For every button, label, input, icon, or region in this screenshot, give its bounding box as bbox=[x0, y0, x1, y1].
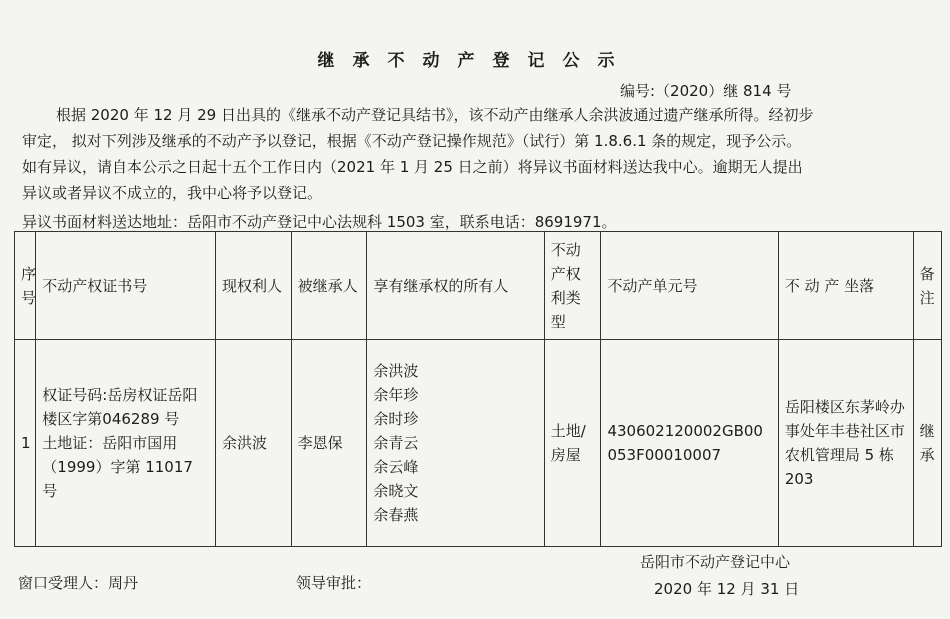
cell-current-holder: 余洪波 bbox=[216, 340, 292, 547]
table-row bbox=[15, 340, 942, 547]
heir-name: 余年珍 bbox=[373, 386, 419, 404]
cell-unit-no: 430602120002GB00053F00010007 bbox=[601, 340, 778, 547]
issuing-organization: 岳阳市不动产登记中心 bbox=[640, 553, 791, 571]
heir-name: 余洪波 bbox=[373, 362, 419, 380]
header-remark: 备注 bbox=[913, 232, 941, 340]
paragraph-line-1: 根据 2020 年 12 月 29 日出具的《继承不动产登记具结书》，该不动产由继承人余洪波通过遗产继承所得。经初步 bbox=[56, 106, 814, 124]
table-header-row bbox=[15, 232, 942, 340]
paragraph-line-2: 审定， 拟对下列涉及继承的不动产予以登记，根据《不动产登记操作规范》（试行）第 1.8.6.1 条的规定，现予公示。 bbox=[22, 132, 802, 150]
cell-right-type: 土地/房屋 bbox=[544, 340, 601, 547]
heir-name: 余时珍 bbox=[373, 410, 419, 428]
header-heirs: 享有继承权的所有人 bbox=[367, 232, 544, 340]
notice-paragraph bbox=[22, 102, 927, 206]
issue-date: 2020 年 12 月 31 日 bbox=[654, 580, 800, 598]
heir-name: 余春燕 bbox=[373, 506, 419, 524]
objection-address: 异议书面材料送达地址：岳阳市不动产登记中心法规科 1503 室，联系电话：8691971。 bbox=[22, 213, 617, 231]
leader-review: 领导审批： bbox=[296, 574, 372, 592]
cell-remark: 继承 bbox=[913, 340, 941, 547]
property-cert-number: 权证号码:岳房权证岳阳楼区字第046289 号 bbox=[42, 386, 198, 428]
heir-name: 余青云 bbox=[373, 434, 419, 452]
header-cert-no: 不动产权证书号 bbox=[36, 232, 216, 340]
document-number: 编号:（2020）继 814 号 bbox=[620, 82, 792, 100]
header-right-type: 不动产权利类型 bbox=[544, 232, 601, 340]
header-location: 不 动 产 坐落 bbox=[778, 232, 913, 340]
cell-seq: 1 bbox=[15, 340, 36, 547]
cell-decedent: 李恩保 bbox=[291, 340, 367, 547]
paragraph-line-4: 异议或者异议不成立的，我中心将予以登记。 bbox=[22, 184, 323, 202]
header-decedent: 被继承人 bbox=[291, 232, 367, 340]
registration-table bbox=[14, 231, 942, 547]
paragraph-line-3: 如有异议，请自本公示之日起十五个工作日内（2021 年 1 月 25 日之前）将异议书面材料送达我中心。逾期无人提出 bbox=[22, 158, 803, 176]
page-title: 继承不动产登记公示 bbox=[317, 51, 633, 71]
header-seq: 序号 bbox=[15, 232, 36, 340]
land-cert-number: 土地证：岳阳市国用（1999）字第 11017 号 bbox=[42, 434, 193, 500]
heir-name: 余晓文 bbox=[373, 482, 419, 500]
window-receiver: 窗口受理人：周丹 bbox=[18, 574, 139, 592]
heir-name: 余云峰 bbox=[373, 458, 419, 476]
cell-location: 岳阳楼区东茅岭办事处年丰巷社区市农机管理局 5 栋 203 bbox=[778, 340, 913, 547]
header-unit-no: 不动产单元号 bbox=[601, 232, 778, 340]
cell-heirs bbox=[367, 340, 544, 547]
header-current-holder: 现权利人 bbox=[216, 232, 292, 340]
cell-cert-no bbox=[36, 340, 216, 547]
